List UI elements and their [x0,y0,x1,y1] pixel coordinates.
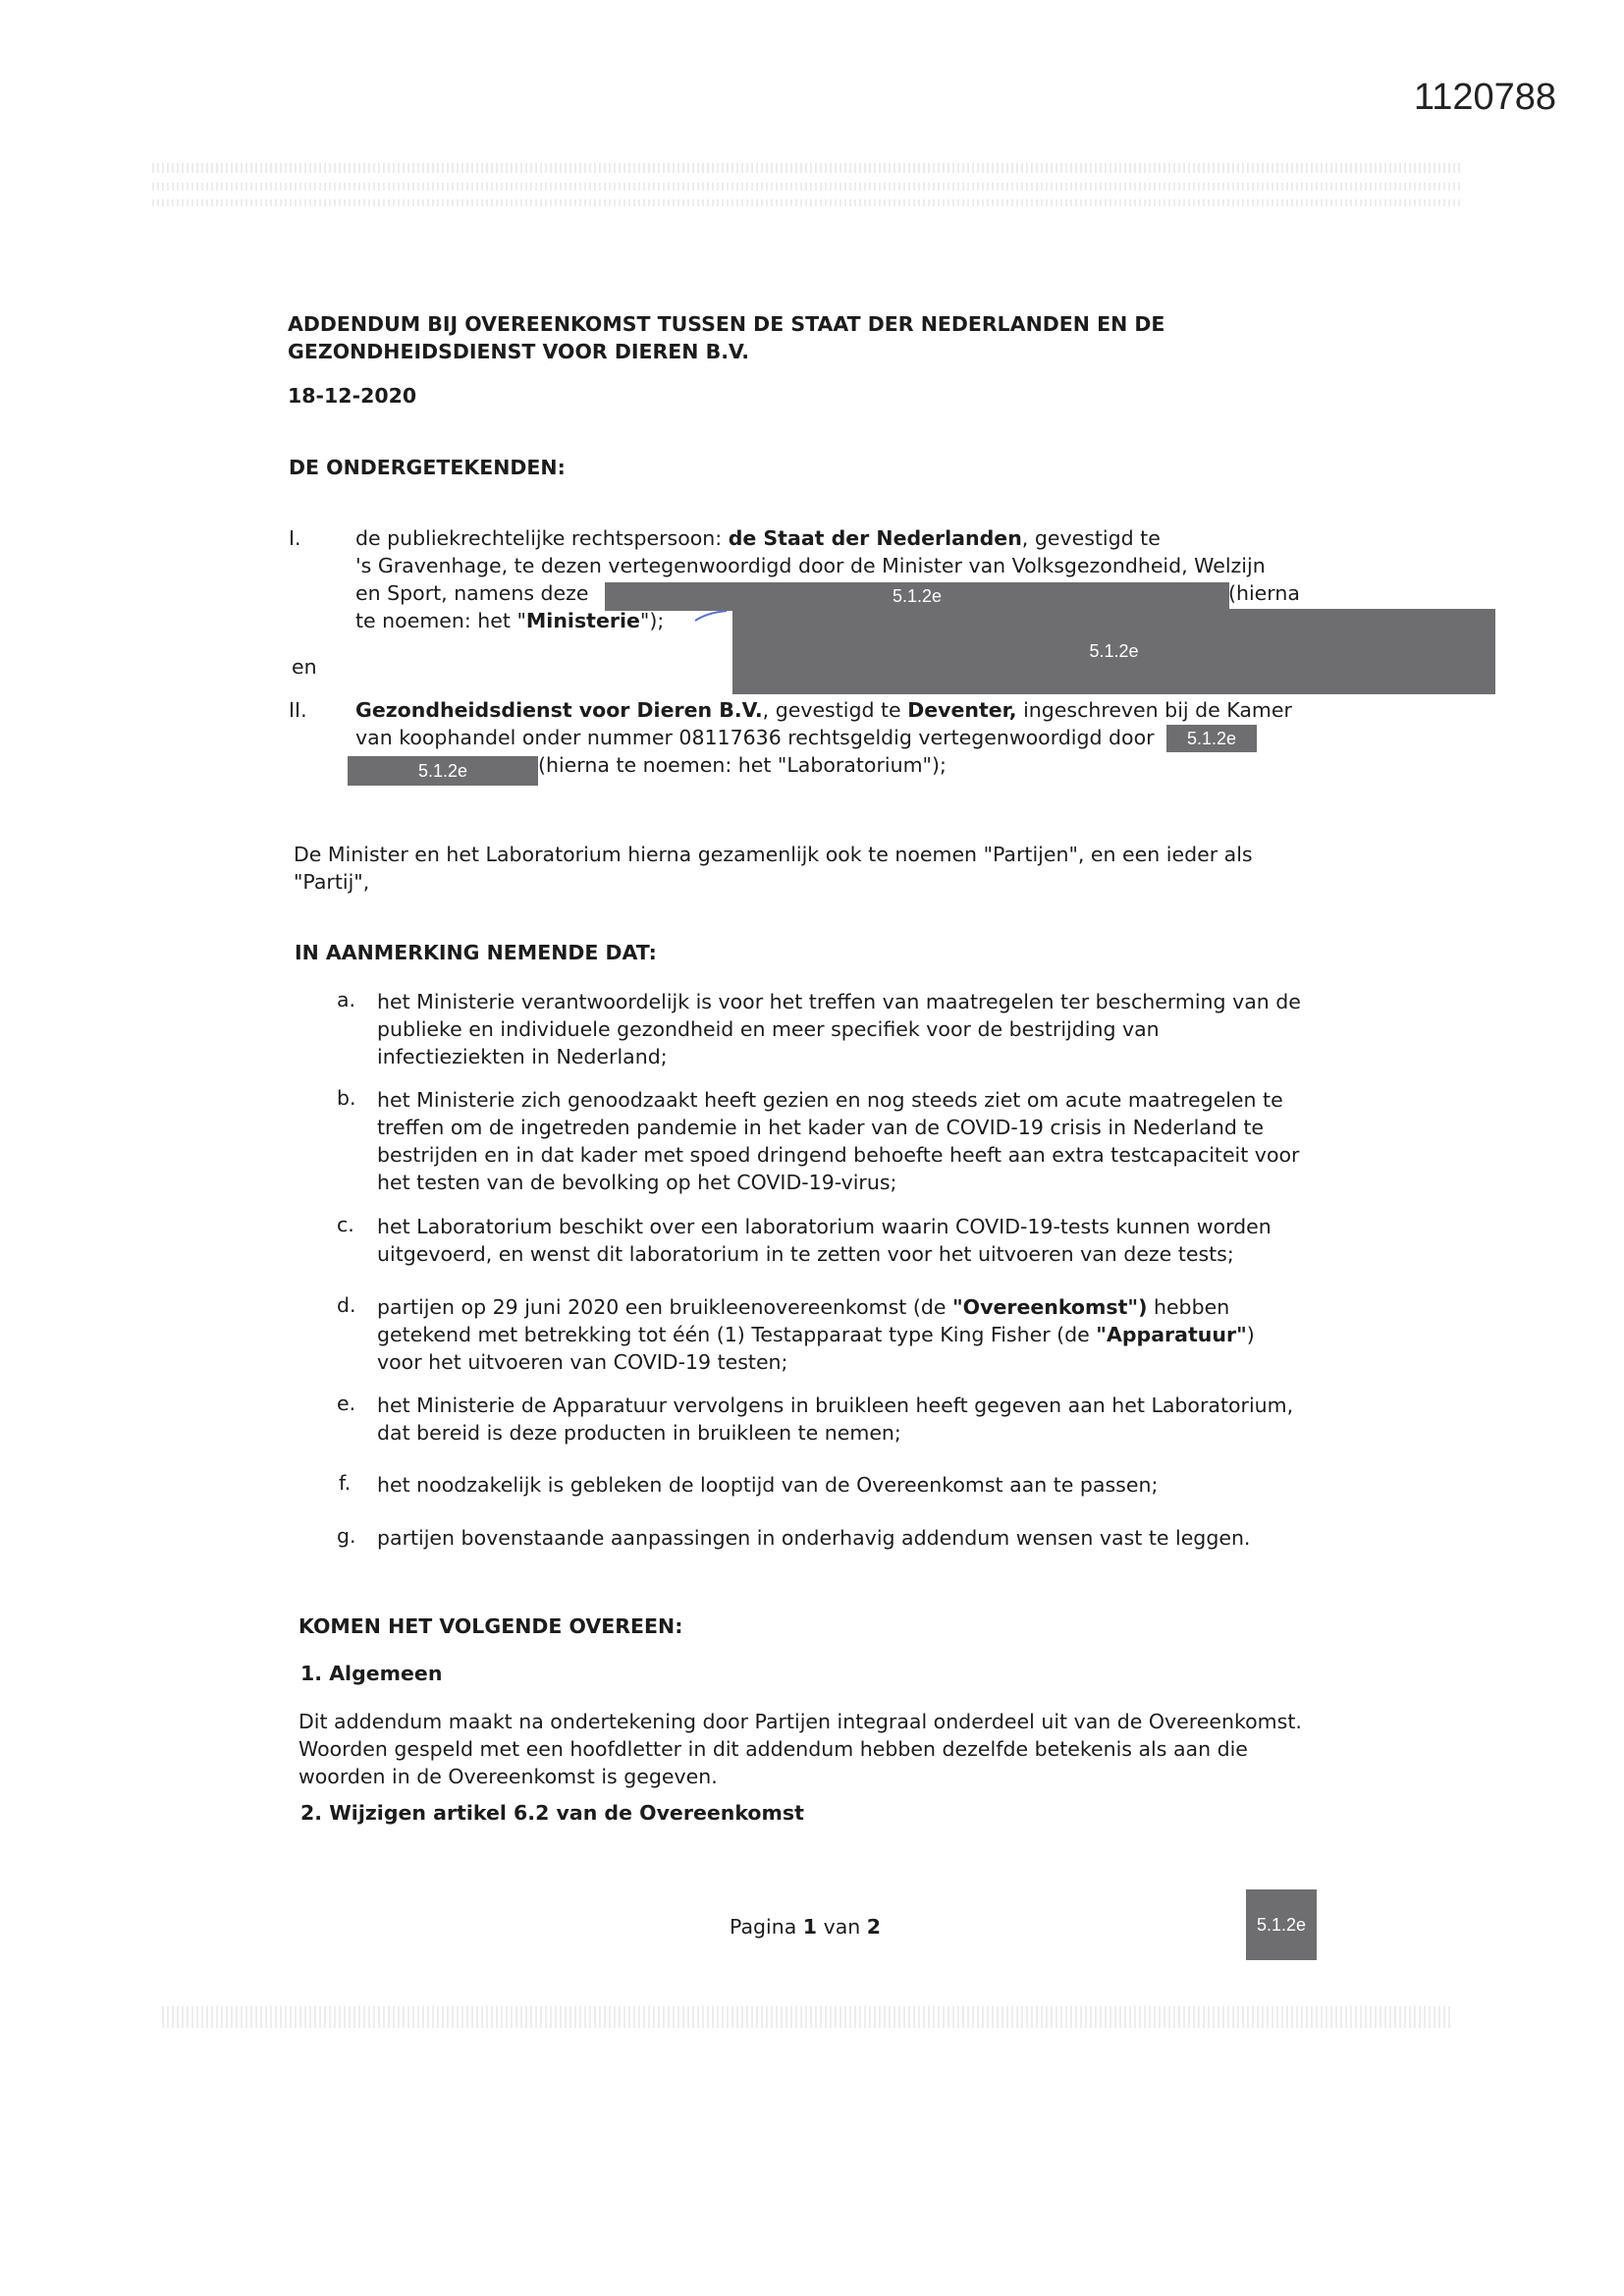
party-2-line-1b: , gevestigd te [762,698,908,722]
consideration-label-f: f. [339,1471,352,1495]
ministerie-term: Ministerie [525,609,640,632]
scan-noise-top-2 [152,183,1463,191]
considering-heading: IN AANMERKING NEMENDE DAT: [295,941,657,964]
page-footer [730,1915,881,1939]
consideration-e [377,1392,1293,1447]
party-2-city: Deventer, [907,698,1017,722]
footer-current-page: 1 [802,1915,818,1939]
consideration-d [377,1293,1255,1376]
scan-noise-top [152,163,1463,173]
consideration-a-line: publieke en individuele gezondheid en meer specifiek voor de bestrijding van [377,1017,1160,1041]
party-2-number: II. [289,698,307,722]
redaction-box: 5.1.2e [1246,1889,1317,1960]
section-1-line: woorden in de Overeenkomst is gegeven. [298,1765,718,1788]
footer-van: van [817,1915,867,1939]
section-2-heading: 2. Wijzigen artikel 6.2 van de Overeenkomst [300,1801,804,1825]
consideration-b-line: het testen van de bevolking op het COVID-19-virus; [377,1171,897,1194]
pen-mark-icon [693,609,729,623]
consideration-d-text: ) [1246,1323,1255,1346]
party-1-line-1a: de publiekrechtelijke rechtspersoon: [355,526,729,550]
party-1-number: I. [289,526,301,550]
consideration-d-text: getekend met betrekking tot één (1) Testapparaat type King Fisher (de [377,1323,1097,1346]
consideration-a [377,988,1301,1070]
consideration-a-line: infectieziekten in Nederland; [377,1045,668,1068]
footer-pagina: Pagina [730,1915,803,1939]
party-1-line-1c: , gevestigd te [1021,526,1161,550]
party-2-name: Gezondheidsdienst voor Dieren B.V. [355,698,763,722]
redaction-box: 5.1.2e [348,756,538,786]
consideration-label-d: d. [337,1293,356,1317]
redaction-box: 5.1.2e [605,582,1229,611]
party-1-line-4a: te noemen: het " [355,609,526,632]
consideration-label-e: e. [337,1392,356,1415]
party-2-line-3: (hierna te noemen: het "Laboratorium"); [538,753,947,777]
party-1-line-3b: (hierna [1228,581,1300,605]
consideration-label-g: g. [337,1524,356,1548]
redaction-box: 5.1.2e [1166,725,1257,752]
consideration-label-c: c. [337,1213,354,1236]
consideration-e-line: het Ministerie de Apparatuur vervolgens in bruikleen heeft gegeven aan het Laboratorium, [377,1394,1294,1417]
document-date: 18-12-2020 [288,384,417,408]
document-number: 1120788 [1413,77,1556,118]
section-1-line: Woorden gespeld met een hoofdletter in dit addendum hebben dezelfde betekenis als aan die [298,1737,1248,1761]
consideration-b-line: treffen om de ingetreden pandemie in het kader van de COVID-19 crisis in Nederland te [377,1116,1265,1139]
agree-heading: KOMEN HET VOLGENDE OVEREEN: [298,1614,683,1638]
party-1-line-3a: en Sport, namens deze [355,581,589,605]
party-1-name: de Staat der Nederlanden [728,526,1022,550]
consideration-c-line: uitgevoerd, en wenst dit laboratorium in te zetten voor het uitvoeren van deze tests; [377,1242,1234,1266]
consideration-d-line-2 [377,1321,1255,1348]
consideration-c-line: het Laboratorium beschikt over een laboratorium waarin COVID-19-tests kunnen worden [377,1215,1272,1238]
consideration-b-line: het Ministerie zich genoodzaakt heeft gezien en nog steeds ziet om acute maatregelen te [377,1088,1283,1112]
parties-definition-line-1: De Minister en het Laboratorium hierna gezamenlijk ook te noemen "Partijen", en een ieder als [294,843,1253,866]
party-2-line-1d: ingeschreven bij de Kamer [1016,698,1292,722]
consideration-d-text: partijen op 29 juni 2020 een bruikleenovereenkomst (de [377,1295,952,1319]
scan-noise-top-3 [152,199,1463,206]
document-title-line-1: ADDENDUM BIJ OVEREENKOMST TUSSEN DE STAAT DER NEDERLANDEN EN DE [288,312,1165,336]
document-title-line-2: GEZONDHEIDSDIENST VOOR DIEREN B.V. [288,340,749,363]
consideration-d-text: hebben [1147,1295,1230,1319]
consideration-e-line: dat bereid is deze producten in bruikleen te nemen; [377,1421,901,1445]
party-1-line-2: 's Gravenhage, te dezen vertegenwoordigd door de Minister van Volksgezondheid, Welzijn [355,554,1266,577]
overeenkomst-term: "Overeenkomst") [951,1295,1148,1319]
party-1-line-1 [355,526,1161,550]
connector-en: en [292,655,317,679]
party-1-line-4 [355,609,664,632]
apparatuur-term: "Apparatuur" [1096,1323,1247,1346]
signatories-heading: DE ONDERGETEKENDEN: [289,456,566,479]
consideration-f [377,1471,1158,1499]
scan-noise-bottom [162,2006,1453,2028]
party-1-line-4c: "); [639,609,665,632]
consideration-g [377,1524,1250,1552]
consideration-g-line: partijen bovenstaande aanpassingen in onderhavig addendum wensen vast te leggen. [377,1526,1251,1550]
parties-definition-line-2: "Partij", [294,870,370,894]
consideration-d-line-1 [377,1293,1255,1321]
consideration-label-a: a. [337,988,356,1011]
section-1-heading: 1. Algemeen [300,1662,443,1685]
consideration-b [377,1086,1299,1196]
footer-total-pages: 2 [866,1915,882,1939]
redaction-box: 5.1.2e [732,609,1495,694]
section-1-body [298,1708,1302,1790]
party-2-line-2: van koophandel onder nummer 08117636 rechtsgeldig vertegenwoordigd door [355,726,1155,749]
consideration-d-line-3: voor het uitvoeren van COVID-19 testen; [377,1350,788,1374]
section-1-line: Dit addendum maakt na ondertekening door Partijen integraal onderdeel uit van de Overeenkomst. [298,1710,1302,1733]
consideration-c [377,1213,1272,1268]
consideration-label-b: b. [337,1086,356,1110]
consideration-a-line: het Ministerie verantwoordelijk is voor het treffen van maatregelen ter bescherming van de [377,990,1301,1013]
consideration-f-line: het noodzakelijk is gebleken de looptijd van de Overeenkomst aan te passen; [377,1473,1159,1497]
consideration-b-line: bestrijden en in dat kader met spoed dringend behoefte heeft aan extra testcapaciteit voor [377,1143,1300,1167]
party-2-line-1 [355,698,1292,722]
